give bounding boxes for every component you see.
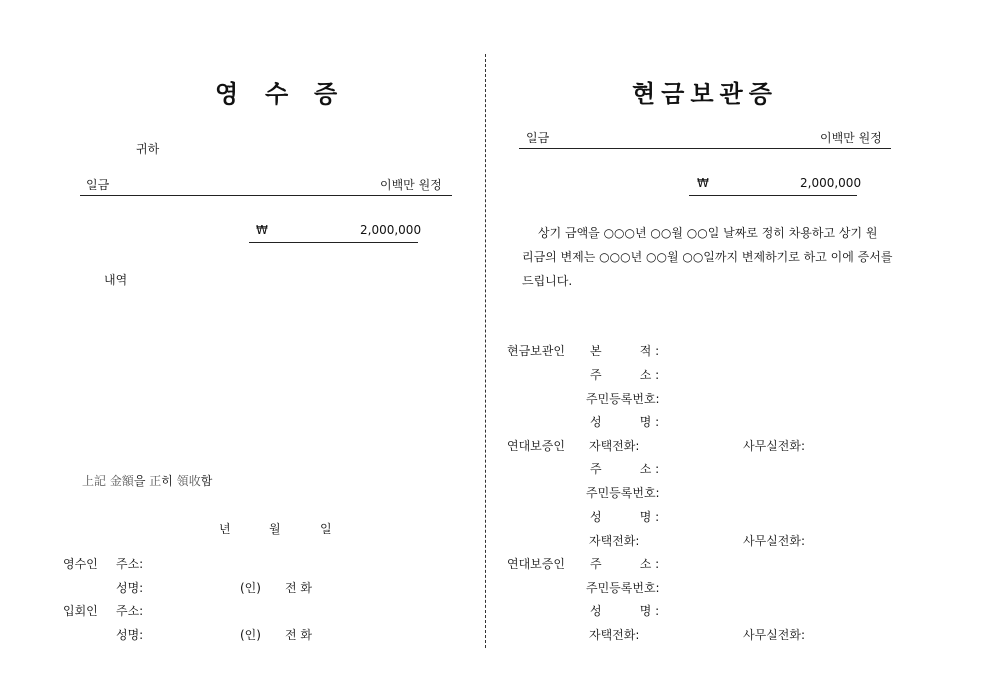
custody-amount-label: 일금 [526, 131, 550, 145]
receiver-phone-label: 전 화 [285, 581, 312, 595]
receipt-amount-underline [80, 195, 452, 196]
page-divider [485, 54, 486, 648]
custody-won-symbol: ₩ [697, 176, 709, 190]
custody-body-line-3: 드립니다. [522, 274, 573, 288]
guarantor-2-id-label: 주민등록번호: [586, 581, 660, 595]
custody-title: 현금보관증 [632, 80, 778, 108]
guarantor-1-office-phone: 사무실전화: [743, 439, 806, 453]
keeper-address-label: 주 소 : [590, 368, 660, 382]
receiver-seal-label: (인) [240, 581, 261, 595]
guarantor-2-office-phone: 사무실전화: [743, 628, 806, 642]
date-year-label: 년 [219, 522, 231, 536]
receipt-number-underline [249, 242, 418, 243]
receiver-address-label: 주소: [116, 557, 144, 571]
keeper-name-label: 성 명 : [590, 415, 660, 429]
statement-ko-2: 히 [161, 474, 177, 488]
receiver-label: 영수인 [63, 557, 98, 571]
custody-amount-text: 이백만 원정 [820, 131, 882, 145]
receipt-won-symbol: ₩ [256, 223, 268, 237]
date-month-label: 월 [269, 522, 281, 536]
guarantor-1-name-label: 성 명 : [590, 510, 660, 524]
guarantor-1-office-phone-2: 사무실전화: [743, 534, 806, 548]
guarantor-1-address-label: 주 소 : [590, 462, 660, 476]
guarantor-1-home-phone-2: 자택전화: [589, 534, 640, 548]
statement-ko-3: 함 [200, 474, 213, 488]
guarantor-2-home-phone: 자택전화: [589, 628, 640, 642]
receipt-title-char-3: 증 [314, 80, 338, 108]
guarantor-2-name-label: 성 명 : [590, 604, 660, 618]
custody-body-line-1: 상기 금액을 ○○○년 ○○월 ○○일 날짜로 정히 차용하고 상기 원 [538, 226, 878, 240]
date-day-label: 일 [320, 522, 332, 536]
guarantor-2-address-label: 주 소 : [590, 557, 660, 571]
witness-address-label: 주소: [116, 604, 144, 618]
guarantor-1-label: 연대보증인 [507, 439, 565, 453]
custody-number-underline [689, 195, 857, 196]
details-label: 내역 [104, 273, 128, 287]
statement-hanja-1: 上記 金額 [82, 474, 134, 488]
receipt-amount-number: 2,000,000 [360, 223, 422, 237]
receiver-name-label: 성명: [116, 581, 144, 595]
keeper-domicile-label: 본 적 : [590, 344, 660, 358]
statement-hanja-2: 正 [149, 474, 162, 488]
witness-phone-label: 전 화 [285, 628, 312, 642]
statement-ko-1: 을 [133, 474, 150, 488]
keeper-label: 현금보관인 [507, 344, 565, 358]
recipient-suffix: 귀하 [136, 142, 160, 156]
witness-label: 입회인 [63, 604, 98, 618]
custody-amount-number: 2,000,000 [800, 176, 862, 190]
guarantor-2-label: 연대보증인 [507, 557, 565, 571]
receipt-amount-text: 이백만 원정 [380, 178, 442, 192]
guarantor-1-id-label: 주민등록번호: [586, 486, 660, 500]
keeper-id-label: 주민등록번호: [586, 392, 660, 406]
custody-body-line-2: 리금의 변제는 ○○○년 ○○월 ○○일까지 변제하기로 하고 이에 증서를 [522, 250, 893, 264]
receipt-title-char-1: 영 [215, 80, 239, 108]
guarantor-1-home-phone: 자택전화: [589, 439, 640, 453]
custody-amount-underline [519, 148, 891, 149]
receipt-statement [82, 472, 212, 489]
receipt-amount-label: 일금 [86, 178, 110, 192]
statement-hanja-3: 領收 [176, 474, 201, 488]
witness-name-label: 성명: [116, 628, 144, 642]
receipt-title-char-2: 수 [265, 80, 289, 108]
witness-seal-label: (인) [240, 628, 261, 642]
